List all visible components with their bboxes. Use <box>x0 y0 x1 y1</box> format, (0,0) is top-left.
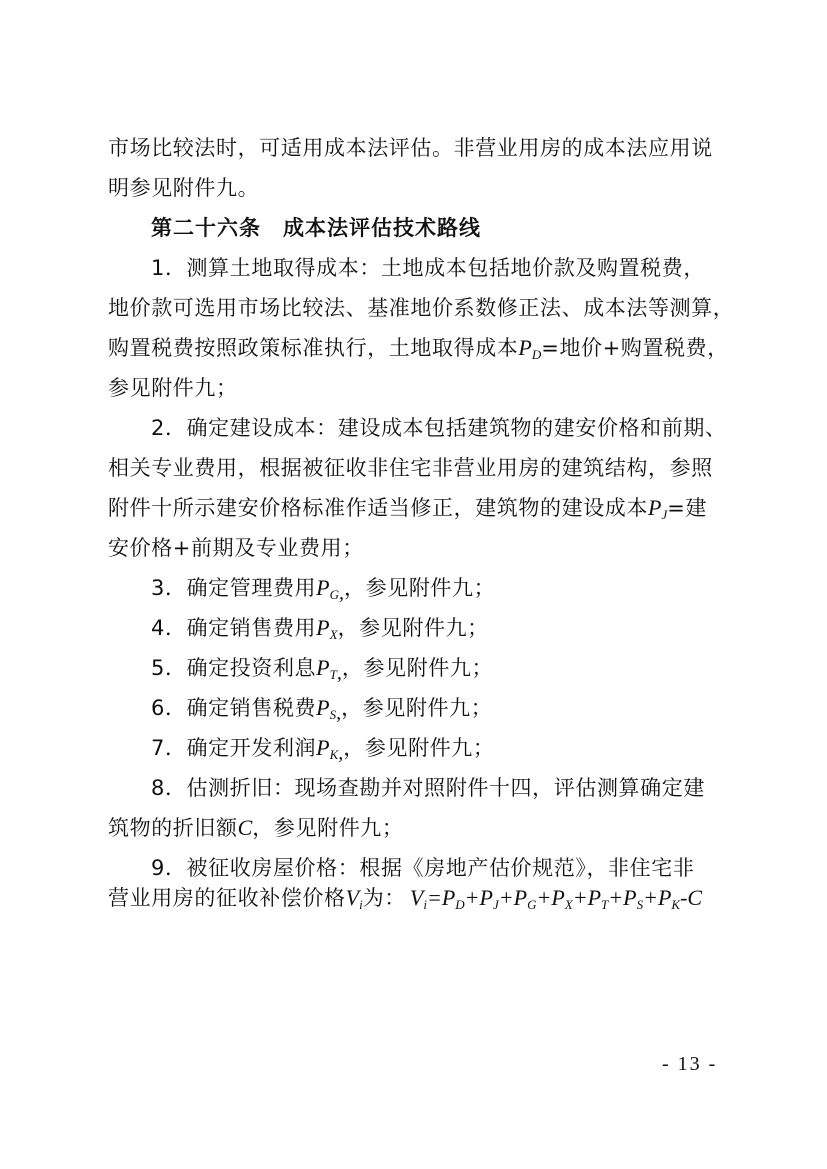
paragraph-line: 8．估测折旧：现场查勘并对照附件十四，评估测算确定建 <box>151 776 705 800</box>
formula-var: $P_D$ <box>518 335 542 362</box>
paragraph-line: 地价款可选用市场比较法、基准地价系数修正法、成本法等测算， <box>108 296 735 320</box>
paragraph-line: 相关专业费用，根据被征收非住宅非营业用房的建筑结构，参照 <box>108 456 713 480</box>
paragraph-line: 9．被征收房屋价格：根据《房地产估价规范》，非住宅非 <box>151 856 695 880</box>
paragraph-line: 营业用房的征收补偿价格$V_i$为： $V_i=P_D+P_J+P_G+P_X+P_T+P_S+P_K-C$ <box>108 885 703 912</box>
paragraph-line: 市场比较法时，可适用成本法评估。非营业用房的成本法应用说 <box>108 136 713 160</box>
paragraph-line: 4．确定销售费用$P_X$，参见附件九； <box>151 615 489 642</box>
paragraph-line: 7．确定开发利润$P_{K,}$，参见附件九； <box>151 735 495 764</box>
paragraph-line: 附件十所示建安价格标准作适当修正，建筑物的建设成本$P_J=$建 <box>108 495 708 522</box>
formula-var: C <box>237 815 253 840</box>
formula-var: $P_{K,}$ <box>316 735 344 764</box>
page-number: - 13 - <box>662 1053 718 1075</box>
formula-var: $P_{S,}$ <box>316 695 342 724</box>
paragraph-line: 3．确定管理费用$P_{G,}$，参见附件九； <box>151 575 496 604</box>
paragraph-line: 安价格+前期及专业费用； <box>108 536 364 560</box>
formula-var: $P_J$ <box>648 495 668 522</box>
paragraph-line: 购置税费按照政策标准执行，土地取得成本$P_D=$地价+购置税费， <box>108 335 729 362</box>
paragraph-line: 明参见附件九。 <box>108 176 260 200</box>
formula-var: $P_X$ <box>316 615 338 642</box>
formula-var: $P_{G,}$ <box>316 575 345 604</box>
paragraph-line: 参见附件九； <box>108 376 238 400</box>
paragraph-line: 6．确定销售税费$P_{S,}$，参见附件九； <box>151 695 493 724</box>
paragraph-line: 5．确定投资利息$P_{T,}$，参见附件九； <box>151 655 494 684</box>
valuation-formula: $V_i=P_D+P_J+P_G+P_X+P_T+P_S+P_K-C$ <box>409 885 703 912</box>
paragraph-line: 2．确定建设成本：建设成本包括建筑物的建安价格和前期、 <box>151 416 727 440</box>
article-heading: 第二十六条 成本法评估技术路线 <box>151 216 481 240</box>
paragraph-line: 1．测算土地取得成本：土地成本包括地价款及购置税费， <box>151 256 705 280</box>
paragraph-line: 筑物的折旧额C，参见附件九； <box>108 815 404 840</box>
formula-var: $P_{T,}$ <box>316 655 342 684</box>
formula-var: $V_i$ <box>345 885 363 912</box>
